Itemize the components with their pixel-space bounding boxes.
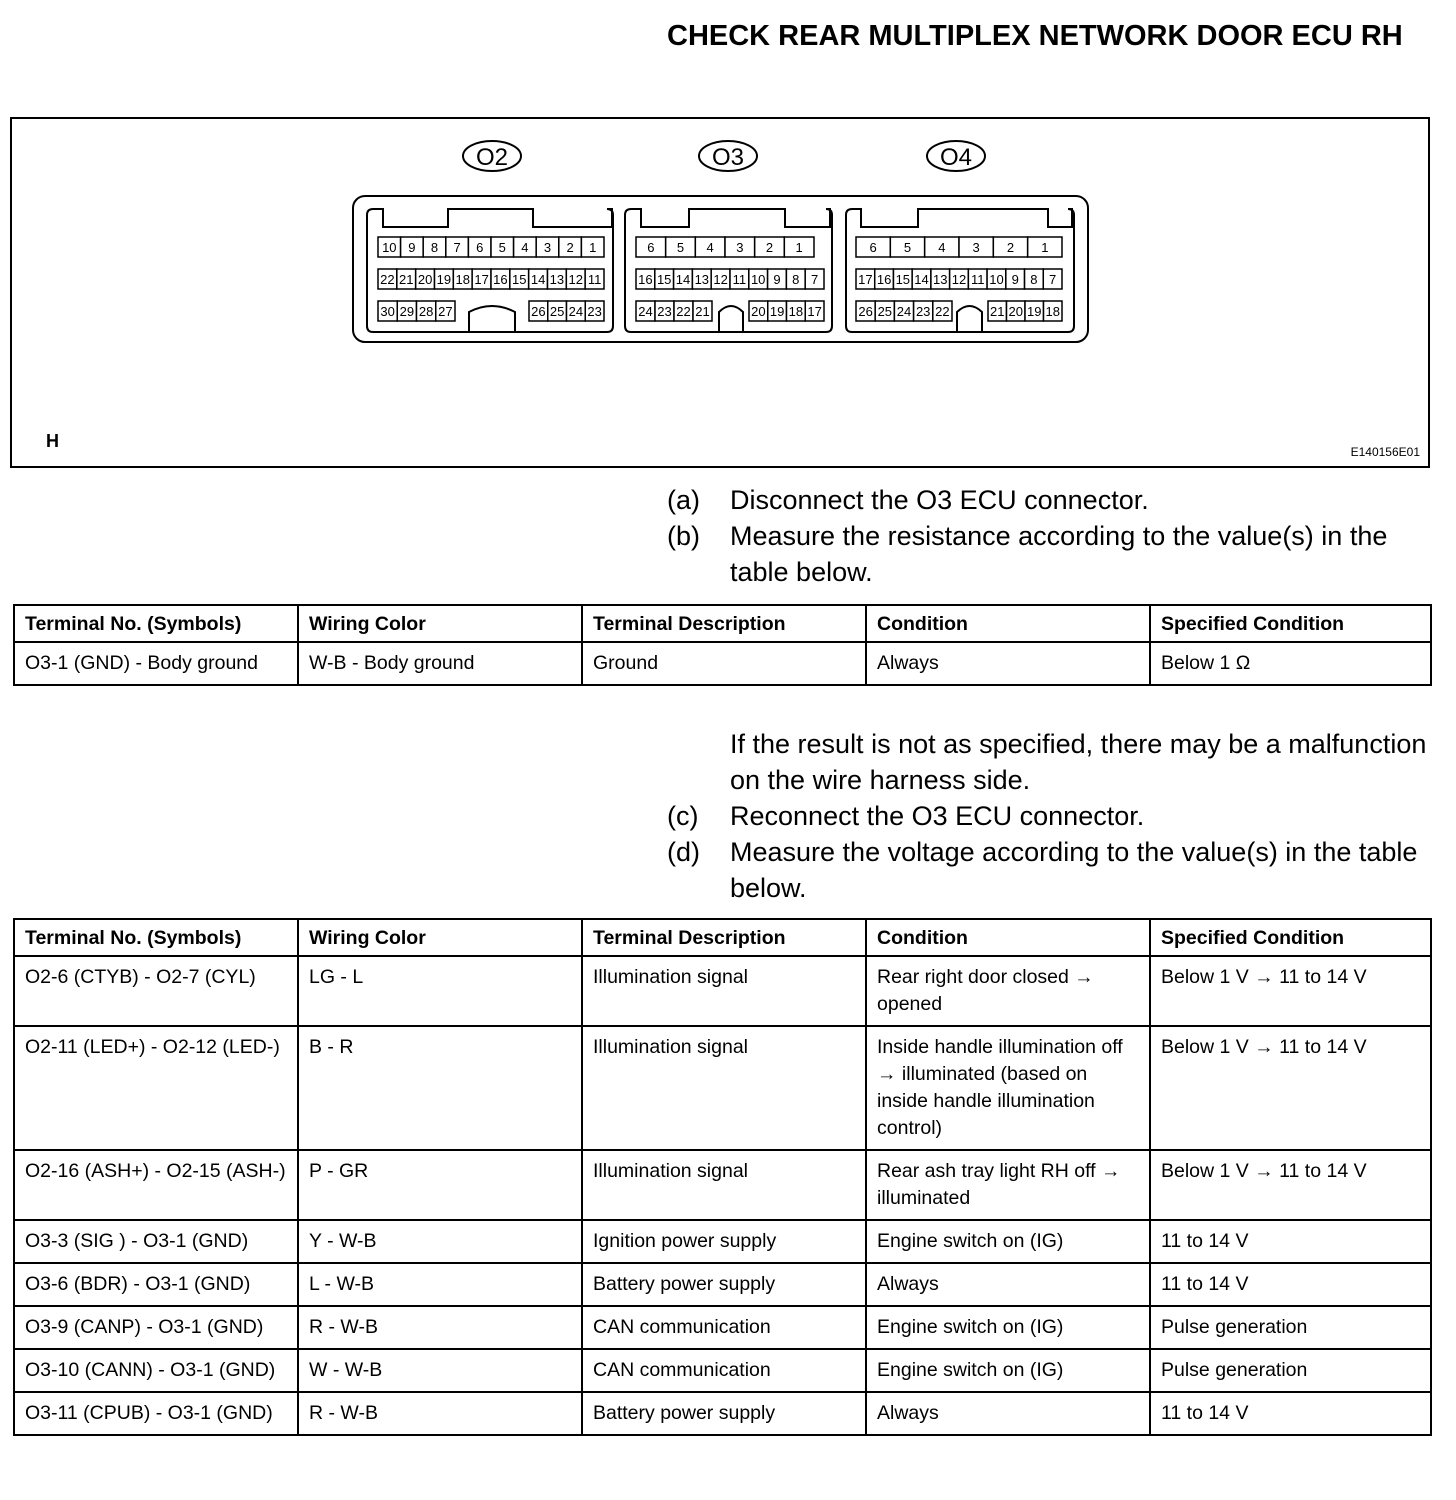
svg-text:11: 11: [587, 272, 602, 287]
svg-text:6: 6: [647, 240, 655, 255]
connector-o3: [625, 141, 832, 332]
page-title: CHECK REAR MULTIPLEX NETWORK DOOR ECU RH: [667, 20, 1403, 52]
svg-text:14: 14: [530, 272, 546, 287]
cell-wiring-color: W - W-B: [298, 1349, 582, 1392]
cell-terminal-description: CAN communication: [582, 1349, 866, 1392]
pin-cell: [1006, 269, 1025, 289]
svg-text:2: 2: [1006, 240, 1015, 255]
pin-cell: [693, 301, 712, 321]
table-row: [14, 1306, 1431, 1349]
connector-figure: [10, 117, 1430, 468]
step-c: [667, 798, 1432, 834]
svg-text:7: 7: [453, 240, 461, 255]
pin-cell: [636, 301, 655, 321]
svg-text:24: 24: [896, 304, 912, 319]
svg-text:20: 20: [417, 272, 433, 287]
svg-text:26: 26: [531, 304, 546, 319]
cell-terminal: O3-1 (GND) - Body ground: [14, 642, 298, 685]
pin-cell: [378, 301, 397, 321]
svg-text:12: 12: [568, 272, 583, 287]
svg-text:22: 22: [676, 304, 691, 319]
table-header-row: [14, 605, 1431, 642]
pin-cell: [768, 269, 787, 289]
pin-cell: [529, 269, 548, 289]
pin-cell: [805, 269, 824, 289]
cell-specified-condition: Below 1 V → 11 to 14 V: [1150, 956, 1431, 1026]
table-row: [14, 1392, 1431, 1435]
pin-cell: [529, 301, 548, 321]
cell-terminal: O2-6 (CTYB) - O2-7 (CYL): [14, 956, 298, 1026]
svg-text:13: 13: [694, 272, 710, 287]
svg-text:20: 20: [751, 304, 766, 319]
table-row: [14, 642, 1431, 685]
pin-cell: [786, 269, 805, 289]
svg-text:30: 30: [380, 304, 395, 319]
svg-text:5: 5: [903, 240, 912, 255]
cell-terminal-description: Battery power supply: [582, 1392, 866, 1435]
cell-terminal: O3-11 (CPUB) - O3-1 (GND): [14, 1392, 298, 1435]
table-row: [14, 1220, 1431, 1263]
svg-text:4: 4: [521, 240, 529, 255]
pin-cell: [950, 269, 969, 289]
pin-cell: [548, 269, 567, 289]
svg-text:O4: O4: [939, 144, 973, 171]
cell-wiring-color: LG - L: [298, 956, 582, 1026]
pin-cell: [567, 301, 586, 321]
pin-cell: [875, 269, 894, 289]
table-row: [14, 1349, 1431, 1392]
svg-text:26: 26: [858, 304, 873, 319]
cell-wiring-color: Y - W-B: [298, 1220, 582, 1263]
svg-text:25: 25: [877, 304, 893, 319]
pin-cell: [536, 237, 559, 257]
pin-cell: [768, 301, 787, 321]
svg-text:10: 10: [382, 240, 397, 255]
svg-text:13: 13: [933, 272, 948, 287]
svg-text:21: 21: [399, 272, 414, 287]
svg-text:23: 23: [915, 304, 931, 319]
svg-text:21: 21: [990, 304, 1005, 319]
svg-text:4: 4: [706, 240, 714, 255]
svg-text:21: 21: [695, 304, 710, 319]
svg-text:15: 15: [512, 272, 527, 287]
cell-terminal-description: Illumination signal: [582, 1150, 866, 1220]
cell-specified-condition: Pulse generation: [1150, 1349, 1431, 1392]
header-terminal-description: Terminal Description: [582, 605, 866, 642]
step-text: Reconnect the O3 ECU connector.: [730, 801, 1145, 831]
svg-text:11: 11: [732, 272, 747, 287]
svg-text:9: 9: [1011, 272, 1019, 287]
figure-id: E140156E01: [1350, 445, 1420, 459]
svg-text:19: 19: [769, 304, 785, 319]
pin-cell: [636, 269, 655, 289]
step-text: Measure the resistance according to the value(s) in the table below.: [730, 521, 1388, 587]
pin-cell: [446, 237, 469, 257]
svg-text:6: 6: [869, 240, 877, 255]
svg-text:10: 10: [989, 272, 1004, 287]
pin-cell: [401, 237, 424, 257]
table-row: [14, 1026, 1431, 1150]
cell-terminal: O2-11 (LED+) - O2-12 (LED-): [14, 1026, 298, 1150]
cell-terminal-description: Battery power supply: [582, 1263, 866, 1306]
svg-text:19: 19: [436, 272, 452, 287]
figure-letter: H: [46, 431, 59, 451]
header-condition: Condition: [866, 605, 1150, 642]
pin-cell: [914, 301, 933, 321]
pin-cell: [730, 269, 749, 289]
pin-cell: [1007, 301, 1026, 321]
pin-cell: [1025, 301, 1044, 321]
pin-cell: [674, 301, 693, 321]
pin-cell: [711, 269, 730, 289]
header-specified-condition: Specified Condition: [1150, 605, 1431, 642]
pin-cell: [397, 269, 416, 289]
pin-cell: [666, 237, 696, 257]
cell-condition: Engine switch on (IG): [866, 1306, 1150, 1349]
step-text: Disconnect the O3 ECU connector.: [730, 485, 1149, 515]
svg-text:17: 17: [807, 304, 822, 319]
svg-text:12: 12: [713, 272, 728, 287]
cell-condition: Always: [866, 1392, 1150, 1435]
svg-text:6: 6: [476, 240, 484, 255]
cell-terminal: O3-9 (CANP) - O3-1 (GND): [14, 1306, 298, 1349]
svg-text:22: 22: [935, 304, 950, 319]
pin-cell: [491, 269, 510, 289]
svg-text:7: 7: [1049, 272, 1057, 287]
pin-cell: [749, 301, 768, 321]
pin-cell: [417, 301, 436, 321]
pin-cell: [912, 269, 931, 289]
cell-condition: Always: [866, 642, 1150, 685]
step-label: (c): [667, 801, 699, 831]
svg-text:29: 29: [399, 304, 415, 319]
connector-label: [463, 141, 521, 171]
svg-text:7: 7: [810, 272, 819, 287]
step-b: [667, 518, 1432, 590]
pin-cell: [548, 301, 567, 321]
pin-cell: [472, 269, 491, 289]
pin-cell: [931, 269, 950, 289]
pin-cell: [695, 237, 725, 257]
cell-specified-condition: Below 1 V → 11 to 14 V: [1150, 1026, 1431, 1150]
cell-wiring-color: W-B - Body ground: [298, 642, 582, 685]
cell-wiring-color: R - W-B: [298, 1306, 582, 1349]
pin-cell: [491, 237, 514, 257]
pin-cell: [585, 269, 604, 289]
svg-text:24: 24: [568, 304, 584, 319]
steps-second: [667, 798, 1432, 906]
cell-condition: Engine switch on (IG): [866, 1349, 1150, 1392]
table-header-row: [14, 919, 1431, 956]
cell-terminal: O3-3 (SIG ) - O3-1 (GND): [14, 1220, 298, 1263]
voltage-table: [13, 918, 1432, 1436]
svg-text:1: 1: [589, 240, 597, 255]
cell-specified-condition: Pulse generation: [1150, 1306, 1431, 1349]
pin-cell: [453, 269, 472, 289]
cell-wiring-color: L - W-B: [298, 1263, 582, 1306]
svg-text:27: 27: [438, 304, 453, 319]
pin-cell: [378, 237, 401, 257]
header-specified-condition: Specified Condition: [1150, 919, 1431, 956]
pin-cell: [890, 237, 924, 257]
step-d: [667, 834, 1432, 906]
svg-text:8: 8: [1030, 272, 1038, 287]
svg-text:11: 11: [970, 272, 985, 287]
svg-text:2: 2: [765, 240, 774, 255]
connector-label: [699, 141, 757, 171]
result-note: If the result is not as specified, there may be a malfunction on the wire harness side.: [730, 729, 1427, 795]
step-label: (d): [667, 837, 700, 867]
pin-cell: [725, 237, 755, 257]
svg-text:5: 5: [498, 240, 506, 255]
pin-cell: [893, 269, 912, 289]
svg-text:18: 18: [788, 304, 804, 319]
svg-text:9: 9: [773, 272, 781, 287]
pin-cell: [933, 301, 952, 321]
pin-cell: [875, 301, 894, 321]
svg-text:18: 18: [1045, 304, 1060, 319]
svg-text:17: 17: [858, 272, 873, 287]
svg-text:O3: O3: [711, 144, 745, 171]
header-terminal-description: Terminal Description: [582, 919, 866, 956]
svg-text:4: 4: [938, 240, 946, 255]
svg-text:28: 28: [418, 304, 434, 319]
svg-text:3: 3: [543, 240, 552, 255]
pin-cell: [655, 301, 674, 321]
svg-text:18: 18: [455, 272, 470, 287]
pin-cell: [894, 301, 913, 321]
pin-cell: [378, 269, 397, 289]
cell-condition: Rear ash tray light RH off → illuminated: [866, 1150, 1150, 1220]
resistance-table: [13, 604, 1432, 686]
svg-text:19: 19: [1027, 304, 1042, 319]
svg-text:8: 8: [792, 272, 800, 287]
svg-text:1: 1: [795, 240, 803, 255]
cell-terminal: O3-6 (BDR) - O3-1 (GND): [14, 1263, 298, 1306]
pin-cell: [468, 237, 491, 257]
pin-cell: [1025, 269, 1044, 289]
cell-terminal: O3-10 (CANN) - O3-1 (GND): [14, 1349, 298, 1392]
pin-cell: [856, 301, 875, 321]
header-wiring-color: Wiring Color: [298, 919, 582, 956]
pin-cell: [423, 237, 446, 257]
svg-text:13: 13: [549, 272, 565, 287]
step-label: (b): [667, 521, 700, 551]
svg-text:24: 24: [638, 304, 653, 319]
cell-condition: Rear right door closed → opened: [866, 956, 1150, 1026]
cell-specified-condition: Below 1 Ω: [1150, 642, 1431, 685]
pin-cell: [988, 301, 1007, 321]
pin-cell: [514, 237, 537, 257]
connector-o2: [367, 141, 613, 332]
header-condition: Condition: [866, 919, 1150, 956]
pin-cell: [805, 301, 824, 321]
svg-text:15: 15: [895, 272, 911, 287]
pin-cell: [1043, 269, 1062, 289]
connector-diagram: [12, 119, 1428, 466]
cell-specified-condition: 11 to 14 V: [1150, 1392, 1431, 1435]
svg-text:25: 25: [549, 304, 565, 319]
cell-condition: Inside handle illumination off → illuminated (based on inside handle illumination control): [866, 1026, 1150, 1150]
pin-cell: [692, 269, 711, 289]
pin-cell: [1044, 301, 1063, 321]
pin-cell: [397, 301, 416, 321]
cell-terminal-description: CAN communication: [582, 1306, 866, 1349]
svg-text:3: 3: [972, 240, 980, 255]
svg-text:3: 3: [736, 240, 744, 255]
cell-wiring-color: P - GR: [298, 1150, 582, 1220]
svg-text:17: 17: [474, 272, 489, 287]
pin-cell: [749, 269, 768, 289]
svg-text:10: 10: [750, 272, 766, 287]
table-row: [14, 956, 1431, 1026]
svg-text:15: 15: [656, 272, 672, 287]
svg-text:1: 1: [1041, 240, 1049, 255]
pin-cell: [510, 269, 529, 289]
pin-cell: [636, 237, 666, 257]
connector-label: [927, 141, 985, 171]
svg-text:20: 20: [1008, 304, 1023, 319]
svg-text:22: 22: [380, 272, 395, 287]
header-wiring-color: Wiring Color: [298, 605, 582, 642]
pin-cell: [436, 301, 455, 321]
cell-condition: Engine switch on (IG): [866, 1220, 1150, 1263]
pin-cell: [856, 237, 890, 257]
header-terminal: Terminal No. (Symbols): [14, 919, 298, 956]
cell-terminal-description: Illumination signal: [582, 1026, 866, 1150]
svg-text:2: 2: [566, 240, 574, 255]
svg-text:5: 5: [676, 240, 685, 255]
cell-specified-condition: 11 to 14 V: [1150, 1263, 1431, 1306]
svg-text:12: 12: [951, 272, 967, 287]
pin-cell: [993, 237, 1027, 257]
cell-wiring-color: B - R: [298, 1026, 582, 1150]
pin-cell: [416, 269, 435, 289]
pin-cell: [784, 237, 814, 257]
step-a: [667, 482, 1432, 518]
svg-text:23: 23: [587, 304, 602, 319]
pin-cell: [566, 269, 585, 289]
pin-cell: [959, 237, 993, 257]
table-row: [14, 1263, 1431, 1306]
svg-text:O2: O2: [475, 144, 509, 171]
svg-text:16: 16: [638, 272, 653, 287]
svg-text:16: 16: [876, 272, 892, 287]
header-terminal: Terminal No. (Symbols): [14, 605, 298, 642]
pin-cell: [435, 269, 454, 289]
cell-specified-condition: 11 to 14 V: [1150, 1220, 1431, 1263]
cell-condition: Always: [866, 1263, 1150, 1306]
step-label: (a): [667, 485, 700, 515]
svg-text:8: 8: [430, 240, 439, 255]
pin-cell: [581, 237, 604, 257]
cell-terminal-description: Ignition power supply: [582, 1220, 866, 1263]
pin-cell: [585, 301, 604, 321]
cell-terminal-description: Illumination signal: [582, 956, 866, 1026]
pin-cell: [559, 237, 582, 257]
svg-text:16: 16: [493, 272, 508, 287]
svg-text:14: 14: [675, 272, 691, 287]
cell-terminal-description: Ground: [582, 642, 866, 685]
pin-cell: [655, 269, 674, 289]
svg-text:23: 23: [657, 304, 672, 319]
pin-cell: [987, 269, 1006, 289]
pin-cell: [755, 237, 785, 257]
pin-cell: [787, 301, 806, 321]
step-text: Measure the voltage according to the value(s) in the table below.: [730, 837, 1418, 903]
pin-cell: [1028, 237, 1062, 257]
pin-cell: [674, 269, 693, 289]
cell-wiring-color: R - W-B: [298, 1392, 582, 1435]
pin-cell: [925, 237, 959, 257]
pin-cell: [968, 269, 987, 289]
table-row: [14, 1150, 1431, 1220]
svg-text:9: 9: [408, 240, 416, 255]
cell-terminal: O2-16 (ASH+) - O2-15 (ASH-): [14, 1150, 298, 1220]
pin-cell: [856, 269, 875, 289]
cell-specified-condition: Below 1 V → 11 to 14 V: [1150, 1150, 1431, 1220]
connector-o4: [846, 141, 1074, 332]
steps-first: [667, 482, 1432, 590]
svg-text:14: 14: [914, 272, 929, 287]
